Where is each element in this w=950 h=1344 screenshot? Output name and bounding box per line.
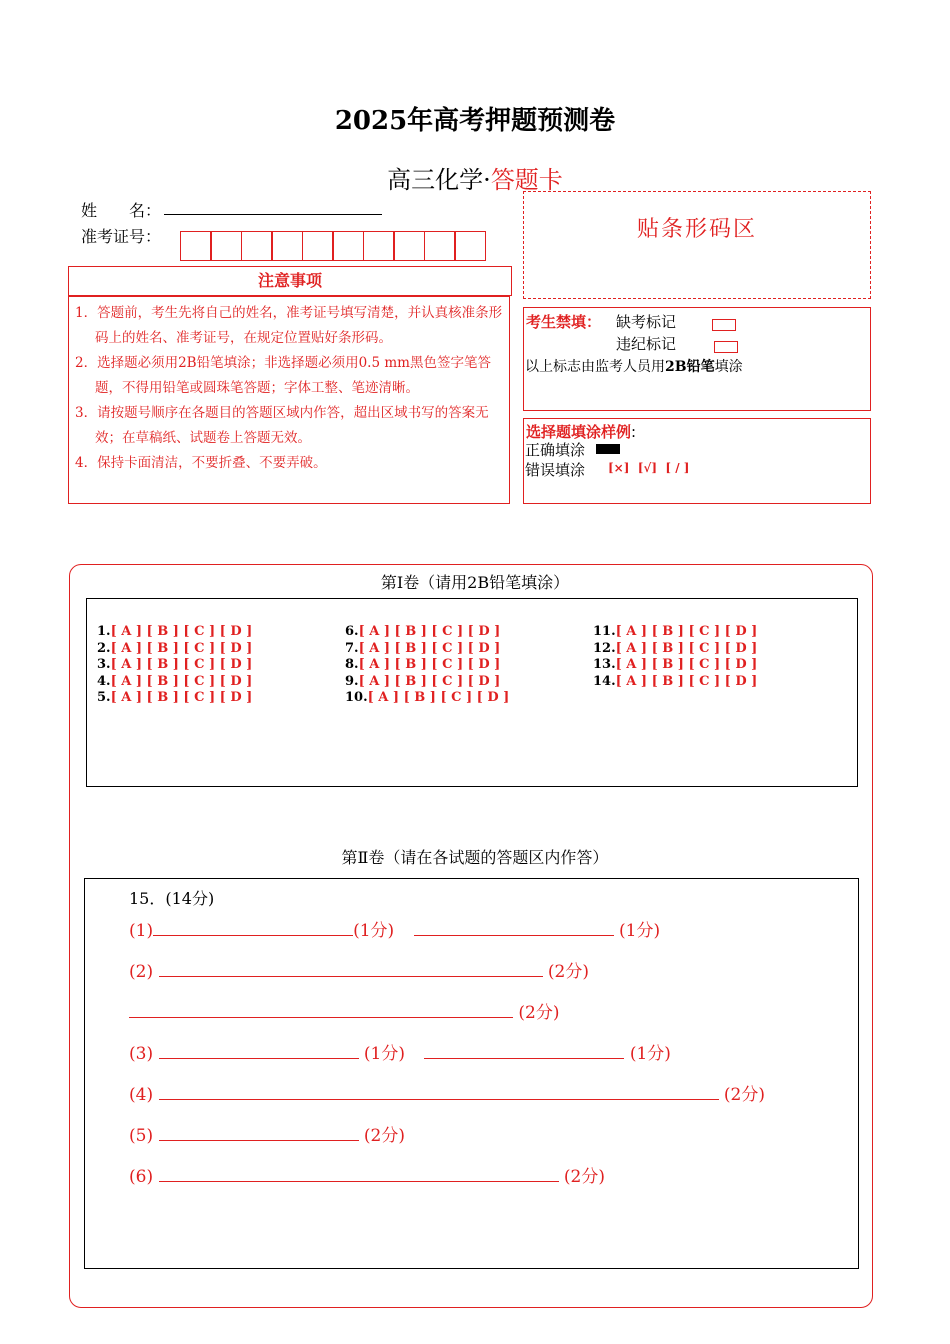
part1-label: 第Ⅰ卷（请用2B铅笔填涂）	[380, 573, 570, 592]
answer-line[interactable]	[159, 1126, 359, 1141]
notice-item: 1．答题前，考生先将自己的姓名，准考证号填写清楚，并认真核准条形码上的姓名、准考证号，在规定位置贴好条形码。	[75, 305, 503, 346]
answer-row-6: (5) (2分)	[129, 1126, 405, 1146]
note-prefix: 以上标志由监考人员用	[525, 359, 665, 375]
answer-line[interactable]	[153, 921, 353, 936]
mcq-row[interactable]: 14.[ A ] [ B ] [ C ] [ D ]	[593, 673, 758, 689]
answer-line[interactable]	[159, 1085, 719, 1100]
mcq-row[interactable]: 4.[ A ] [ B ] [ C ] [ D ]	[97, 673, 253, 689]
id-cell[interactable]	[241, 231, 273, 261]
id-label: 准考证号：	[81, 227, 162, 246]
forbidden-heading: 考生禁填：	[526, 313, 602, 331]
notice-item: 3．请按题号顺序在各题目的答题区域内作答，超出区域书写的答案无效；在草稿纸、试题卷上答题无效。	[75, 405, 489, 446]
id-cell[interactable]	[393, 231, 425, 261]
forbidden-note	[525, 356, 743, 376]
mcq-row[interactable]: 10.[ A ] [ B ] [ C ] [ D ]	[345, 690, 510, 706]
mcq-row[interactable]: 13.[ A ] [ B ] [ C ] [ D ]	[593, 657, 758, 673]
answer-line[interactable]	[159, 962, 543, 977]
note-suffix: 填涂	[714, 359, 743, 375]
mcq-column	[593, 624, 757, 690]
page-title: 2025年高考押题预测卷	[334, 106, 616, 136]
notice-item: 4．保持卡面清洁，不要折叠、不要弄破。	[75, 455, 327, 471]
violation-label: 违纪标记	[616, 335, 677, 353]
mcq-row[interactable]: 7.[ A ] [ B ] [ C ] [ D ]	[345, 640, 501, 656]
mcq-column	[97, 624, 252, 707]
id-cell[interactable]	[210, 231, 242, 261]
absent-mark-box[interactable]	[712, 319, 736, 331]
filled-mark-icon	[596, 444, 620, 454]
id-cell[interactable]	[363, 231, 395, 261]
wrong-label: 错误填涂	[525, 461, 586, 479]
mcq-row[interactable]: 8.[ A ] [ B ] [ C ] [ D ]	[345, 657, 501, 673]
q15-header: 15．(14分)	[129, 889, 215, 908]
part2-label: 第Ⅱ卷（请在各试题的答题区内作答）	[341, 848, 609, 867]
card-subtitle	[0, 160, 950, 195]
id-cell[interactable]	[332, 231, 364, 261]
subtitle-subject: 高三化学·	[387, 166, 491, 194]
id-cell[interactable]	[180, 231, 212, 261]
sample-heading: 选择题填涂样例:	[526, 423, 637, 441]
fill-sample-box	[523, 418, 871, 504]
mcq-row[interactable]: 12.[ A ] [ B ] [ C ] [ D ]	[593, 640, 758, 656]
notice-body	[68, 296, 510, 504]
id-cell[interactable]	[454, 231, 486, 261]
notice-heading: 注意事项	[68, 266, 512, 296]
mcq-row[interactable]: 6.[ A ] [ B ] [ C ] [ D ]	[345, 624, 501, 639]
mcq-row[interactable]: 2.[ A ] [ B ] [ C ] [ D ]	[97, 640, 253, 656]
mcq-row[interactable]: 11.[ A ] [ B ] [ C ] [ D ]	[593, 624, 758, 639]
answer-line[interactable]	[414, 921, 614, 936]
mcq-column	[345, 624, 509, 707]
correct-label: 正确填涂	[525, 441, 586, 459]
answer-row-3: (2分)	[129, 998, 560, 1023]
notice-item: 2．选择题必须用2B铅笔填涂；非选择题必须用0.5 mm黑色签字笔答题，不得用铅笔或圆珠笔答题；字体工整、笔迹清晰。	[75, 355, 491, 396]
mcq-row[interactable]: 1.[ A ] [ B ] [ C ] [ D ]	[97, 624, 253, 639]
answer-line[interactable]	[129, 1003, 513, 1018]
answer-line[interactable]	[159, 1167, 559, 1182]
answer-row-1: (1) (1分) (1分)	[129, 921, 661, 941]
name-input-line[interactable]	[164, 214, 382, 215]
mcq-row[interactable]: 9.[ A ] [ B ] [ C ] [ D ]	[345, 673, 501, 689]
id-number-cells[interactable]	[181, 231, 486, 261]
mcq-row[interactable]: 5.[ A ] [ B ] [ C ] [ D ]	[97, 690, 253, 706]
barcode-area: 贴条形码区	[523, 191, 871, 299]
id-cell[interactable]	[302, 231, 334, 261]
id-cell[interactable]	[271, 231, 303, 261]
violation-mark-box[interactable]	[714, 341, 738, 353]
answer-line[interactable]	[424, 1044, 624, 1059]
mcq-row[interactable]: 3.[ A ] [ B ] [ C ] [ D ]	[97, 657, 253, 673]
answer-row-4: (3) (1分) (1分)	[129, 1044, 671, 1064]
absent-label: 缺考标记	[616, 313, 677, 331]
answer-line[interactable]	[159, 1044, 359, 1059]
note-bold: 2B铅笔	[665, 359, 715, 375]
answer-row-5: (4) (2分)	[129, 1085, 765, 1105]
name-label: 姓 名：	[81, 201, 162, 220]
answer-row-7: (6) (2分)	[129, 1167, 605, 1187]
id-cell[interactable]	[424, 231, 456, 261]
wrong-marks: [×] [√] [ / ]	[608, 461, 690, 475]
subtitle-accent: 答题卡	[490, 166, 563, 194]
forbidden-box	[523, 307, 871, 411]
answer-row-2: (2) (2分)	[129, 962, 589, 982]
